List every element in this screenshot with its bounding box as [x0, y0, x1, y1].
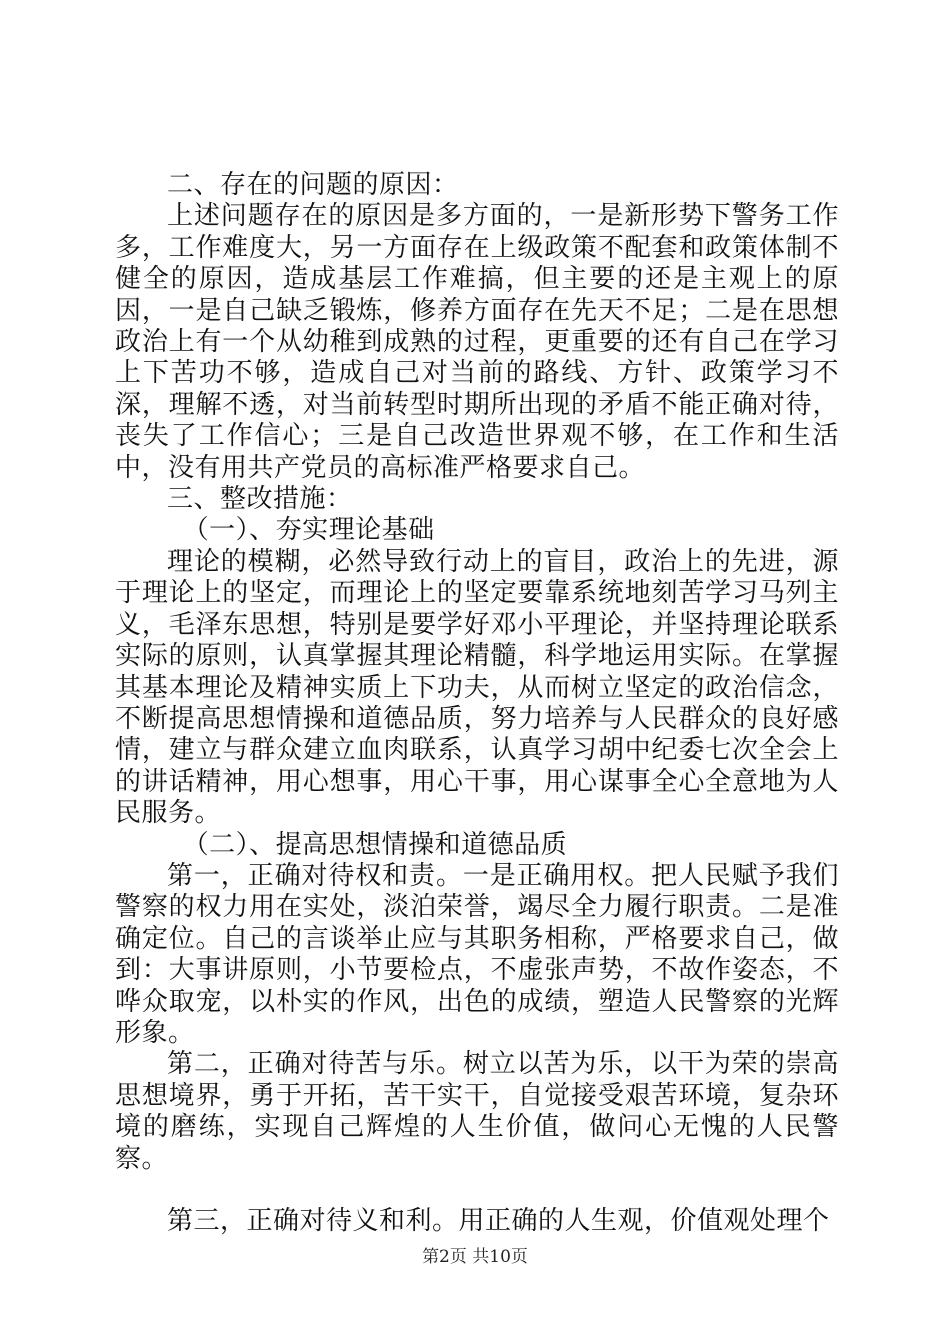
paragraph-hardship-joy: 第二，正确对待苦与乐。树立以苦为乐，以干为荣的崇高思想境界，勇于开拓，苦干实干，自觉接受艰苦环境，复杂环境的磨练，实现自己辉煌的人生价值，做问心无愧的人民警察。	[115, 1049, 839, 1174]
paragraph-theory: 理论的模糊，必然导致行动上的盲目，政治上的先进，源于理论上的坚定，而理论上的坚定要靠系统地刻苦学习马列主义，毛泽东思想，特别是要学好邓小平理论，并坚持理论联系实际的原则，认真掌握其理论精髓，科学地运用实际。在掌握其基本理论及精神实质上下功夫，从而树立坚定的政治信念，不断提高思想情操和道德品质，努力培养与人民群众的良好感情，建立与群众建立血肉联系，认真学习胡中纪委七次全会上的讲话精神，用心想事，用心干事，用心谋事全心全意地为人民服务。	[115, 546, 839, 829]
heading-measures: 三、整改措施：	[167, 484, 353, 515]
subheading-morality: （二）、提高思想情操和道德品质	[182, 829, 568, 860]
subheading-theory: （一）、夯实理论基础	[182, 515, 435, 546]
document-body	[115, 170, 839, 1237]
paragraph-causes: 上述问题存在的原因是多方面的，一是新形势下警务工作多，工作难度大，另一方面存在上级政策不配套和政策体制不健全的原因，造成基层工作难搞，但主要的还是主观上的原因，一是自己缺乏锻炼，修养方面存在先天不足；二是在思想政治上有一个从幼稚到成熟的过程，更重要的还有自己在学习上下苦功不够，造成自己对当前的路线、方针、政策学习不深，理解不透，对当前转型时期所出现的矛盾不能正确对待，丧失了工作信心；三是自己改造世界观不够，在工作和生活中，没有用共产党员的高标准严格要求自己。	[115, 201, 839, 483]
paragraph-power-duty: 第一，正确对待权和责。一是正确用权。把人民赋予我们警察的权力用在实处，淡泊荣誉，竭尽全力履行职责。二是准确定位。自己的言谈举止应与其职务相称，严格要求自己，做到：大事讲原则，小节要检点，不虚张声势，不故作姿态，不哗众取宠，以朴实的作风，出色的成绩，塑造人民警察的光辉形象。	[115, 860, 839, 1048]
paragraph-justice-profit: 第三，正确对待义和利。用正确的人生观，价值观处理个	[167, 1206, 830, 1236]
heading-causes: 二、存在的问题的原因：	[167, 170, 459, 200]
page-footer: 第2页 共10页	[422, 1247, 528, 1267]
